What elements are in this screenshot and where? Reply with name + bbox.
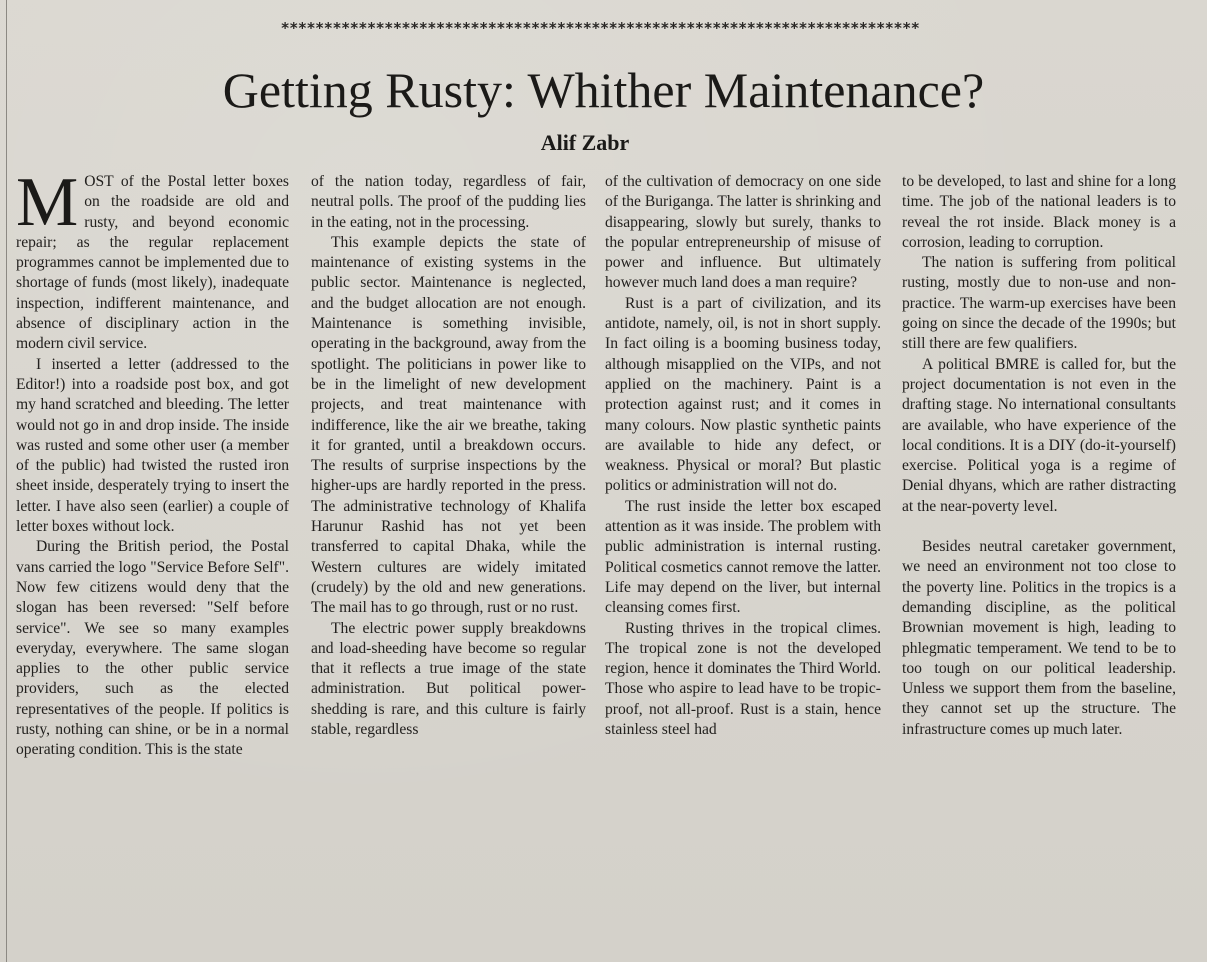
- paragraph: OST of the Postal letter boxes on the roadside are old and rusty, and beyond economic repair; as the regular replacement programmes cannot be implemented due to shortage of funds (most likely), inadequate inspection, indifferent maintenance, and absence of disciplinary action in the modern civil service.: [16, 173, 289, 353]
- paragraph: Besides neutral caretaker government, we need an environment not too close to the poverty line. Politics in the tropics is a demanding discipline, as the political Brownian movement is high, leading to phlegmatic temperament. We tend to be to too tough on our political leadership. Unless we support them from the baseline, they cannot set up the structure. The infrastructure comes up much later.: [902, 538, 1176, 738]
- drop-cap: M: [16, 164, 79, 241]
- article-byline: Alif Zabr: [540, 130, 630, 155]
- article-title: Getting Rusty: Whither Maintenance?: [222, 62, 985, 118]
- paragraph: of the nation today, regardless of fair, neutral polls. The proof of the pudding lies in the eating, not in the processing.: [311, 173, 586, 231]
- paragraph: This example depicts the state of maintenance of existing systems in the public sector. Maintenance is neglected, and the budget allocation are not enough. Maintenance is something invisible, operating in the background, away from the spotlight. The politicians in power like to be in the limelight of new development projects, and treat maintenance with indifference, like the air we breathe, taking it for granted, until a breakdown occurs. The results of surprise inspections by the higher-ups are hardly reported in the press. The administrative technology of Khalifa Harunur Rashid has not yet been transferred to capital Dhaka, while the Western cultures are widely imitated (crudely) by the old and new generations. The mail has to go through, rust or no rust.: [311, 233, 586, 617]
- paragraph: A political BMRE is called for, but the project documentation is not even in the drafting stage. No international consultants are available, who have experience of the local conditions. It is a DIY (do-it-yourself) exercise. Political yoga is a regime of Denial dhyans, which are rather distracting at the near-poverty level.: [902, 355, 1176, 515]
- paragraph: I inserted a letter (addressed to the Editor!) into a roadside post box, and got my hand scratched and bleeding. The letter would not go in and drop inside. The inside was rusted and some other user (a member of the public) had twisted the rusted iron sheet inside, desperately trying to insert the letter. I have also seen (earlier) a couple of letter boxes without lock.: [16, 355, 289, 536]
- paragraph: The electric power supply breakdowns and load-sheeding have become so regular that it reflects a true image of the state administration. But political power-shedding is rare, and this culture is fairly stable, regardless: [311, 619, 586, 739]
- paragraph: Rusting thrives in the tropical climes. The tropical zone is not the developed region, hence it dominates the Third World. Those who aspire to lead have to be tropic-proof, not all-proof. Rust is a stain, hence stainless steel had: [605, 619, 881, 739]
- paragraph: Rust is a part of civilization, and its antidote, namely, oil, is not in short supply. In fact oiling is a booming business today, although misapplied on the VIPs, and not applied on the machinery. Paint is a protection against rust; and it comes in many colours. Now plastic synthetic paints are available to hide any defect, or weakness. Physical or moral? But plastic politics or administration will not do.: [605, 294, 881, 495]
- paragraph: The rust inside the letter box escaped attention as it was inside. The problem with public administration is internal rusting. Political cosmetics cannot remove the latter. Life may depend on the liver, but internal cleansing comes first.: [605, 497, 881, 617]
- article-column-1: [16, 164, 289, 761]
- decorative-star-rule: **************************************************************************: [280, 19, 920, 37]
- paragraph: The nation is suffering from political rusting, mostly due to non-use and non-practice. The warm-up exercises have been going on since the decade of the 1990s; but still there are few qualifiers.: [902, 254, 1176, 353]
- paragraph: to be developed, to last and shine for a long time. The job of the national leaders is to reveal the rot inside. Black money is a corrosion, leading to corruption.: [902, 173, 1176, 251]
- paragraph: During the British period, the Postal vans carried the logo "Service Before Self". Now few citizens would deny that the slogan has been reversed: "Self before service". We see so many examples everyday, everywhere. The same slogan applies to the other public service providers, such as the elected representatives of the people. If politics is rusty, nothing can shine, or be in a normal operating condition. This is the state: [16, 538, 289, 759]
- paragraph: of the cultivation of democracy on one side of the Buriganga. The latter is shrinking and disappearing, slowly but surely, thanks to the popular entrepreneurship of misuse of power and influence. But ultimately however much land does a man require?: [605, 173, 882, 292]
- article-column-2: [311, 172, 586, 740]
- article-column-4: [902, 172, 1176, 740]
- article-column-3: [605, 172, 881, 740]
